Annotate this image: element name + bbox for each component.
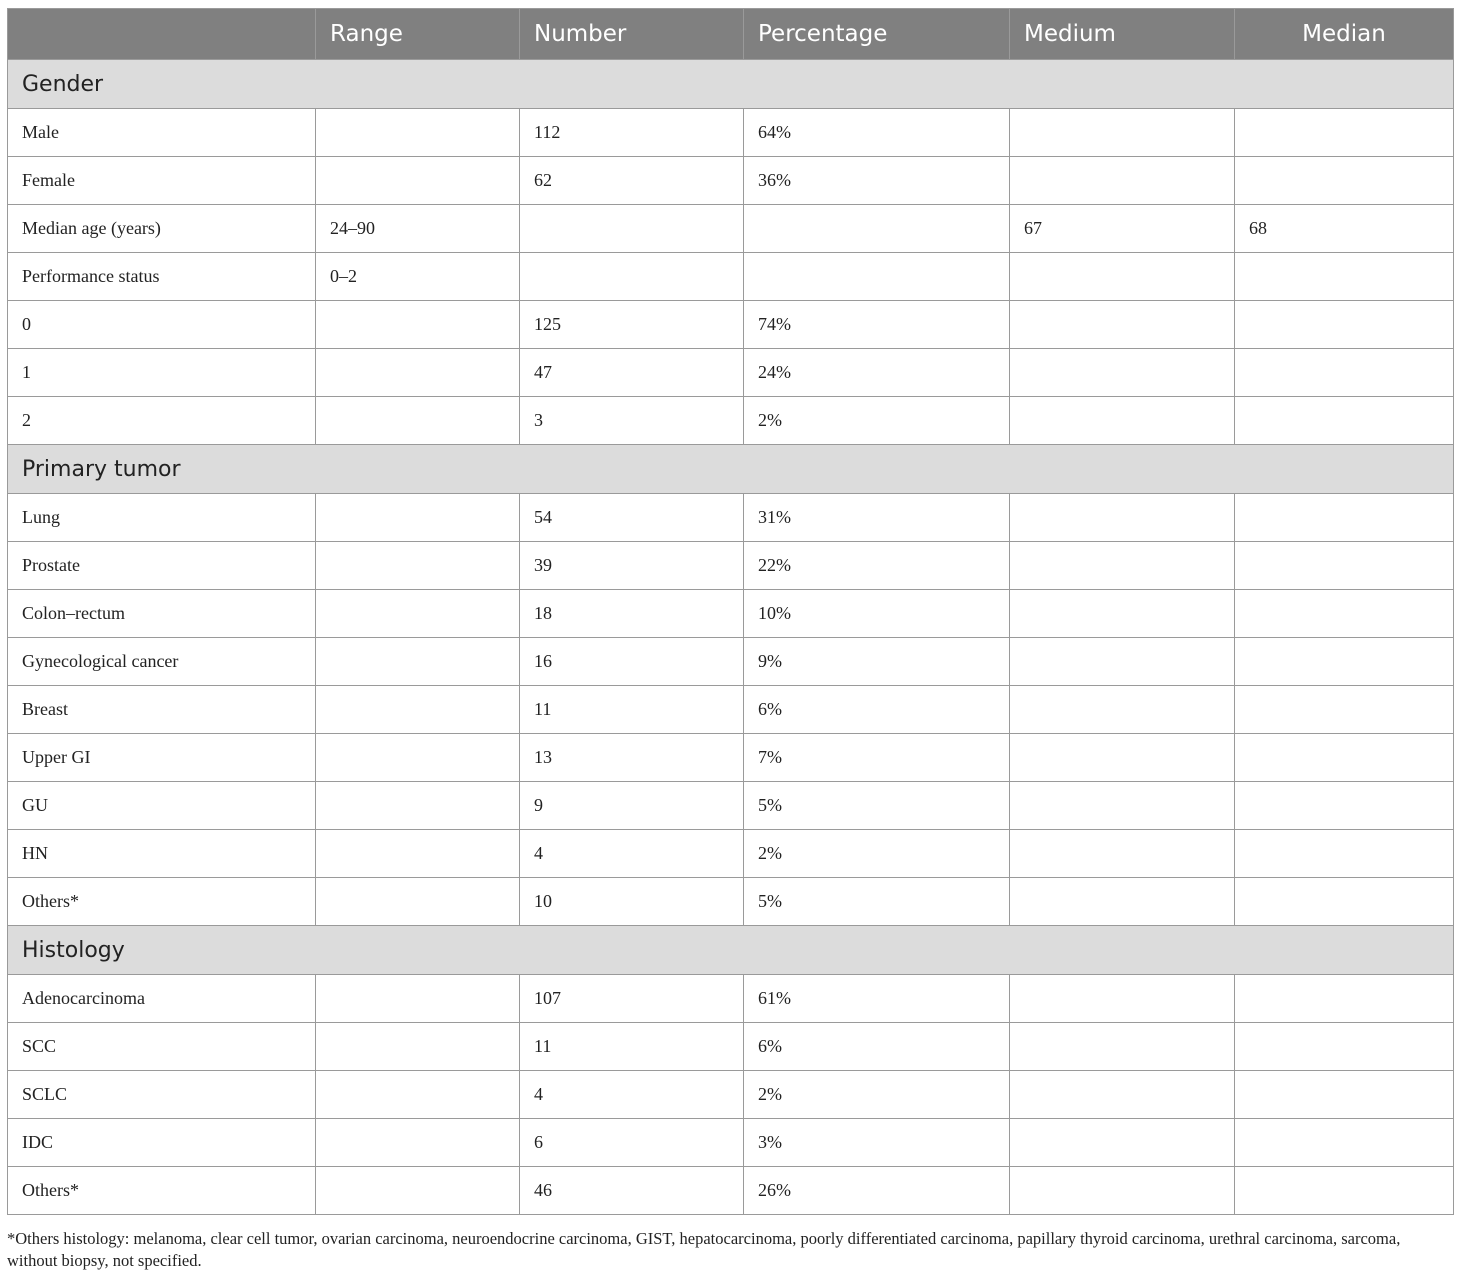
cell-number: 47 (520, 349, 744, 397)
cell-percentage: 64% (744, 109, 1010, 157)
table-row (8, 830, 1454, 878)
cell-median (1235, 1119, 1454, 1167)
table-row (8, 1167, 1454, 1215)
cell-label: HN (8, 830, 316, 878)
cell-medium (1010, 686, 1235, 734)
table-row (8, 397, 1454, 445)
cell-range (316, 1167, 520, 1215)
cell-medium (1010, 1119, 1235, 1167)
cell-median (1235, 878, 1454, 926)
table-row (8, 975, 1454, 1023)
cell-number: 4 (520, 1071, 744, 1119)
cell-number: 112 (520, 109, 744, 157)
cell-label: Lung (8, 494, 316, 542)
cell-range (316, 1023, 520, 1071)
cell-range (316, 542, 520, 590)
header-cell-median: Median (1235, 9, 1454, 60)
table-row (8, 494, 1454, 542)
section-title: Histology (8, 926, 1454, 975)
cell-median (1235, 109, 1454, 157)
cell-range (316, 638, 520, 686)
cell-range (316, 975, 520, 1023)
cell-medium (1010, 157, 1235, 205)
cell-medium (1010, 638, 1235, 686)
cell-medium (1010, 975, 1235, 1023)
cell-number: 18 (520, 590, 744, 638)
cell-range (316, 734, 520, 782)
cell-number: 46 (520, 1167, 744, 1215)
cell-medium (1010, 1167, 1235, 1215)
cell-percentage: 31% (744, 494, 1010, 542)
cell-medium (1010, 349, 1235, 397)
cell-range (316, 349, 520, 397)
cell-range (316, 157, 520, 205)
cell-medium (1010, 590, 1235, 638)
cell-number: 13 (520, 734, 744, 782)
cell-medium (1010, 109, 1235, 157)
header-cell-percentage: Percentage (744, 9, 1010, 60)
cell-median (1235, 638, 1454, 686)
table-footnote: *Others histology: melanoma, clear cell tumor, ovarian carcinoma, neuroendocrine carcinoma, GIST, hepatocarcinoma, poorly differentiated carcinoma, papillary thyroid carcinoma, urethral carcinoma, sarcoma, without biopsy, not specified. (7, 1229, 1401, 1270)
cell-percentage: 26% (744, 1167, 1010, 1215)
table-row (8, 1071, 1454, 1119)
cell-label: Performance status (8, 253, 316, 301)
cell-number: 107 (520, 975, 744, 1023)
cell-medium (1010, 542, 1235, 590)
cell-label: GU (8, 782, 316, 830)
cell-medium (1010, 301, 1235, 349)
cell-median (1235, 157, 1454, 205)
cell-number: 16 (520, 638, 744, 686)
table-row (8, 638, 1454, 686)
cell-range (316, 494, 520, 542)
cell-range: 0–2 (316, 253, 520, 301)
cell-medium (1010, 253, 1235, 301)
table-row (8, 782, 1454, 830)
cell-medium (1010, 830, 1235, 878)
table-row (8, 301, 1454, 349)
header-row (8, 9, 1454, 60)
patient-characteristics-table (7, 8, 1454, 1215)
cell-number (520, 253, 744, 301)
table-row (8, 878, 1454, 926)
cell-label: Upper GI (8, 734, 316, 782)
cell-percentage: 9% (744, 638, 1010, 686)
cell-number: 4 (520, 830, 744, 878)
cell-percentage: 5% (744, 878, 1010, 926)
cell-number: 6 (520, 1119, 744, 1167)
cell-median (1235, 494, 1454, 542)
cell-medium: 67 (1010, 205, 1235, 253)
patient-characteristics-table-container (7, 8, 1453, 1215)
table-row (8, 1119, 1454, 1167)
header-cell-number: Number (520, 9, 744, 60)
header-cell-blank (8, 9, 316, 60)
cell-medium (1010, 782, 1235, 830)
cell-number: 11 (520, 1023, 744, 1071)
cell-medium (1010, 494, 1235, 542)
cell-median (1235, 782, 1454, 830)
cell-medium (1010, 397, 1235, 445)
cell-percentage: 7% (744, 734, 1010, 782)
cell-label: 0 (8, 301, 316, 349)
section-header-row (8, 60, 1454, 109)
section-title: Gender (8, 60, 1454, 109)
cell-median (1235, 397, 1454, 445)
cell-number: 125 (520, 301, 744, 349)
cell-range (316, 397, 520, 445)
table-header (8, 9, 1454, 60)
cell-median (1235, 253, 1454, 301)
cell-range (316, 830, 520, 878)
cell-percentage: 2% (744, 397, 1010, 445)
cell-percentage: 61% (744, 975, 1010, 1023)
header-cell-medium: Medium (1010, 9, 1235, 60)
table-row (8, 253, 1454, 301)
cell-percentage: 24% (744, 349, 1010, 397)
table-row (8, 1023, 1454, 1071)
table-body (8, 60, 1454, 1215)
cell-number (520, 205, 744, 253)
table-row (8, 686, 1454, 734)
cell-median (1235, 1167, 1454, 1215)
table-row (8, 542, 1454, 590)
cell-label: Breast (8, 686, 316, 734)
cell-number: 10 (520, 878, 744, 926)
cell-median (1235, 734, 1454, 782)
cell-label: Adenocarcinoma (8, 975, 316, 1023)
header-cell-range: Range (316, 9, 520, 60)
cell-median (1235, 686, 1454, 734)
cell-medium (1010, 1023, 1235, 1071)
cell-label: IDC (8, 1119, 316, 1167)
cell-range (316, 590, 520, 638)
cell-medium (1010, 878, 1235, 926)
cell-median (1235, 1071, 1454, 1119)
cell-range: 24–90 (316, 205, 520, 253)
cell-medium (1010, 1071, 1235, 1119)
cell-median: 68 (1235, 205, 1454, 253)
cell-label: Gynecological cancer (8, 638, 316, 686)
cell-percentage: 6% (744, 1023, 1010, 1071)
cell-range (316, 109, 520, 157)
cell-label: Prostate (8, 542, 316, 590)
cell-median (1235, 301, 1454, 349)
cell-percentage: 3% (744, 1119, 1010, 1167)
cell-percentage: 2% (744, 1071, 1010, 1119)
cell-number: 9 (520, 782, 744, 830)
table-row (8, 734, 1454, 782)
cell-percentage: 10% (744, 590, 1010, 638)
cell-label: SCLC (8, 1071, 316, 1119)
table-row (8, 349, 1454, 397)
cell-label: Male (8, 109, 316, 157)
cell-percentage: 2% (744, 830, 1010, 878)
cell-median (1235, 349, 1454, 397)
cell-label: SCC (8, 1023, 316, 1071)
cell-number: 54 (520, 494, 744, 542)
cell-range (316, 1071, 520, 1119)
cell-median (1235, 975, 1454, 1023)
cell-percentage (744, 205, 1010, 253)
cell-median (1235, 590, 1454, 638)
cell-median (1235, 830, 1454, 878)
section-title: Primary tumor (8, 445, 1454, 494)
cell-range (316, 1119, 520, 1167)
cell-number: 39 (520, 542, 744, 590)
cell-label: Others* (8, 878, 316, 926)
cell-number: 11 (520, 686, 744, 734)
table-row (8, 590, 1454, 638)
cell-percentage: 74% (744, 301, 1010, 349)
cell-percentage: 5% (744, 782, 1010, 830)
cell-range (316, 878, 520, 926)
cell-medium (1010, 734, 1235, 782)
cell-percentage: 6% (744, 686, 1010, 734)
cell-label: 1 (8, 349, 316, 397)
cell-label: Female (8, 157, 316, 205)
cell-range (316, 686, 520, 734)
cell-number: 62 (520, 157, 744, 205)
cell-range (316, 301, 520, 349)
table-row (8, 205, 1454, 253)
section-header-row (8, 445, 1454, 494)
cell-percentage: 22% (744, 542, 1010, 590)
cell-label: Others* (8, 1167, 316, 1215)
table-row (8, 157, 1454, 205)
cell-label: Median age (years) (8, 205, 316, 253)
cell-label: Colon–rectum (8, 590, 316, 638)
cell-median (1235, 1023, 1454, 1071)
cell-percentage: 36% (744, 157, 1010, 205)
cell-label: 2 (8, 397, 316, 445)
cell-range (316, 782, 520, 830)
cell-median (1235, 542, 1454, 590)
table-row (8, 109, 1454, 157)
cell-number: 3 (520, 397, 744, 445)
section-header-row (8, 926, 1454, 975)
cell-percentage (744, 253, 1010, 301)
